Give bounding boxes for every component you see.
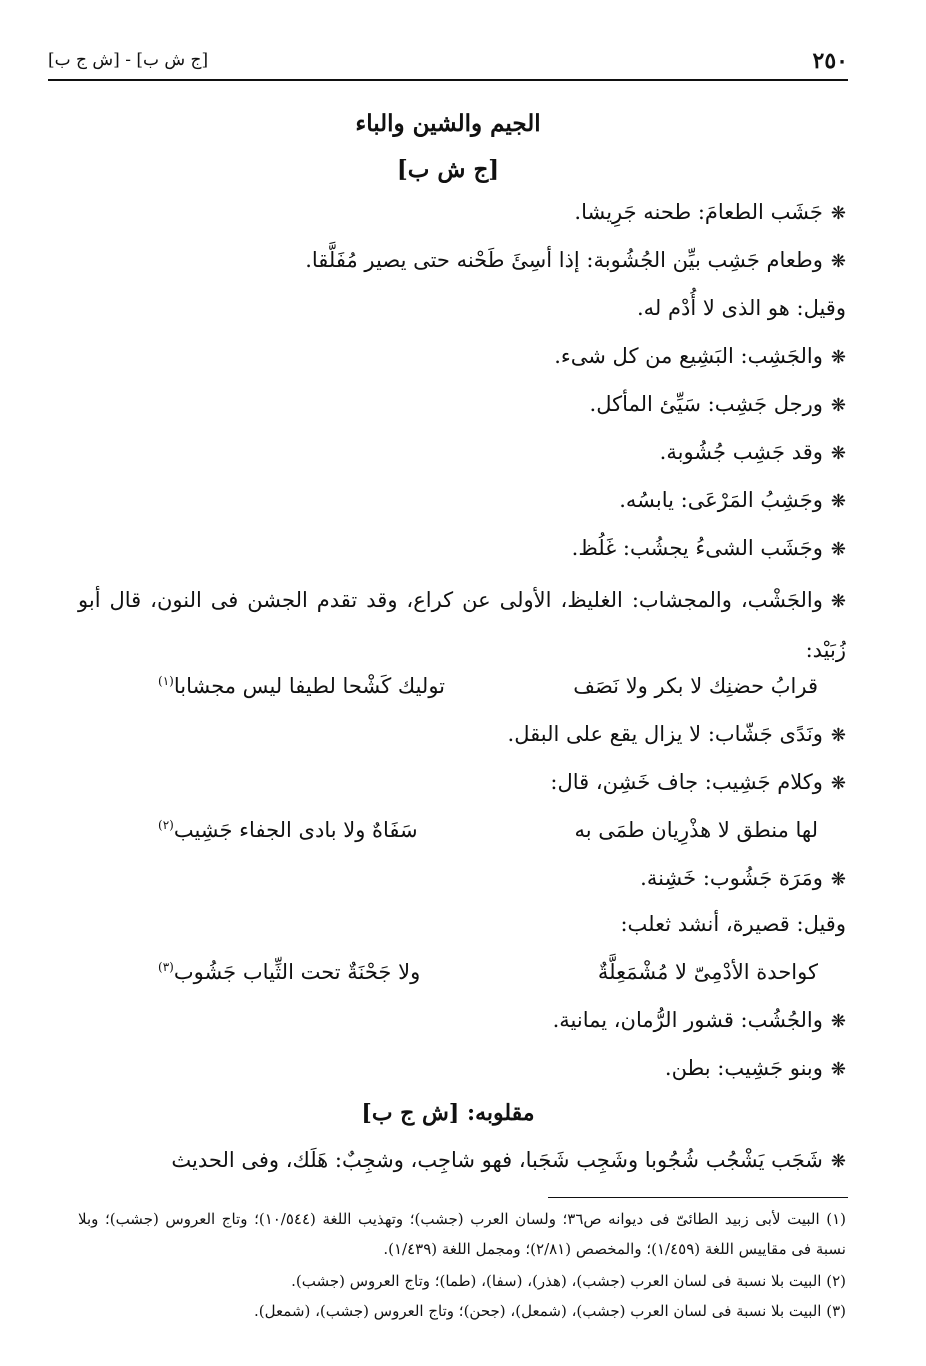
entry-line xyxy=(86,536,846,560)
entry-line xyxy=(86,392,846,416)
entry-line xyxy=(86,912,846,936)
entry-text: والجَشِب: البَشِيع من كل شىء. xyxy=(554,344,823,368)
page-header xyxy=(48,44,848,80)
entry-line xyxy=(86,1008,846,1032)
footnote: (٢) البيت بلا نسبة فى لسان العرب (جشب)، (هذر)، (سفا)، (طما)؛ وتاج العروس (جشب). xyxy=(291,1272,846,1290)
entry-paragraph xyxy=(78,576,846,674)
asterisk-icon: ❋ xyxy=(830,539,846,560)
asterisk-icon: ❋ xyxy=(830,395,846,416)
entry-text: والجَشْب، والمجشاب: الغليظ، الأولى عن كراع، وقد تقدم الجشن فى النون، قال أبو زُبَيْد: xyxy=(78,588,846,662)
entry-text: وجَشِبُ المَرْعَى: يابسُه. xyxy=(619,488,823,512)
section-title: الجيم والشين والباء xyxy=(355,110,541,137)
entry-text: والجُشُب: قشور الرُّمان، يمانية. xyxy=(552,1008,823,1032)
asterisk-icon: ❋ xyxy=(830,203,846,224)
verse-text: توليك كَشْحا لطيفا ليس مجشابا xyxy=(173,674,446,698)
entry-text: وقيل: هو الذى لا أُدْم له. xyxy=(637,296,846,320)
verse-first-hemistich: قرابُ حضنِك لا بكر ولا نَصَف xyxy=(573,674,818,698)
header-rule xyxy=(48,79,848,81)
entry-text: ورجل جَشِب: سَيِّئ المأكل. xyxy=(589,392,823,416)
entry-line xyxy=(86,248,846,272)
verse-text: ولا جَحْنَةٌ تحت الثِّياب جَشُوب xyxy=(173,960,421,984)
entry-text: وجَشَب الشىءُ يجشُب: غَلُظ. xyxy=(571,536,823,560)
asterisk-icon: ❋ xyxy=(830,1059,846,1080)
page-number: ٢٥٠ xyxy=(812,48,848,74)
asterisk-icon: ❋ xyxy=(830,773,846,794)
footnote: (٣) البيت بلا نسبة فى لسان العرب (جشب)، (شمعل)، (جحن)؛ وتاج العروس (جشب)، (شمعل). xyxy=(254,1302,846,1320)
verse-second-hemistich xyxy=(158,674,445,698)
maqlub-title: مقلوبه: [ش ج ب] xyxy=(361,1100,535,1126)
verse-text: سَفَاهٌ ولا بادى الجفاء جَشِيب xyxy=(173,818,418,842)
asterisk-icon: ❋ xyxy=(830,1011,846,1032)
entry-line xyxy=(86,296,846,320)
entry-text: وقد جَشِب جُشُوبة. xyxy=(659,440,823,464)
entry-line xyxy=(86,344,846,368)
footnote-ref: (٢) xyxy=(158,818,174,832)
asterisk-icon: ❋ xyxy=(830,491,846,512)
entry-line xyxy=(86,866,846,890)
entry-line xyxy=(86,200,846,224)
verse-second-hemistich xyxy=(158,818,418,842)
entry-line xyxy=(86,488,846,512)
asterisk-icon: ❋ xyxy=(830,591,846,612)
footnote-ref: (٣) xyxy=(158,960,174,974)
verse-line xyxy=(78,674,846,708)
entry-text: شَجَب يَشْجُب شُجُوبا وشَجِب شَجَبا، فهو شاجِب، وشجِبٌ: هَلَك، وفى الحديث xyxy=(171,1148,823,1172)
footnote-ref: (١) xyxy=(158,674,174,688)
entry-line xyxy=(86,770,846,794)
verse-second-hemistich xyxy=(158,960,420,984)
root-title: [ج ش ب] xyxy=(396,156,500,183)
asterisk-icon: ❋ xyxy=(830,725,846,746)
entry-line xyxy=(86,722,846,746)
running-head: [ج ش ب] - [ش ج ب] xyxy=(48,50,209,70)
entry-text: وكلام جَشِيب: جاف خَشِن، قال: xyxy=(550,770,823,794)
verse-first-hemistich: كواحدة الأدْمِىّ لا مُشْمَعِلَّةٌ xyxy=(597,960,818,984)
entry-text: جَشَب الطعامَ: طحنه جَرِيشا. xyxy=(574,200,823,224)
entry-text: وقيل: قصيرة، أنشد ثعلب: xyxy=(620,912,846,936)
asterisk-icon: ❋ xyxy=(830,251,846,272)
asterisk-icon: ❋ xyxy=(830,347,846,368)
entry-text: وطعام جَشِب بيِّن الجُشُوبة: إذا أسِئَ طَحْنه حتى يصير مُفَلَّقا. xyxy=(305,248,823,272)
asterisk-icon: ❋ xyxy=(830,443,846,464)
asterisk-icon: ❋ xyxy=(830,869,846,890)
entry-text: ومَرَة جَشُوب: خَشِنة. xyxy=(640,866,823,890)
footnote-rule xyxy=(548,1197,848,1198)
verse-line xyxy=(78,960,846,994)
entry-line xyxy=(86,1148,846,1172)
verse-line xyxy=(78,818,846,852)
footnote: (١) البيت لأبى زبيد الطائىّ فى ديوانه ص٣٦؛ ولسان العرب (جشب)؛ وتهذيب اللغة (١٠/٥٤٤)؛ وتاج العروس (جشب)؛ وبلا نسبة فى مقاييس اللغة (١/٤٥٩)؛ والمخصص (٢/٨١)؛ ومجمل اللغة (١/٤٣٩). xyxy=(78,1210,846,1258)
verse-first-hemistich: لها منطق لا هذْرِيان طمَى به xyxy=(574,818,818,842)
entry-line xyxy=(86,440,846,464)
entry-text: وبنو جَشِيب: بطن. xyxy=(664,1056,823,1080)
asterisk-icon: ❋ xyxy=(830,1151,846,1172)
entry-line xyxy=(86,1056,846,1080)
entry-text: ونَدًى جَشّاب: لا يزال يقع على البقل. xyxy=(507,722,823,746)
